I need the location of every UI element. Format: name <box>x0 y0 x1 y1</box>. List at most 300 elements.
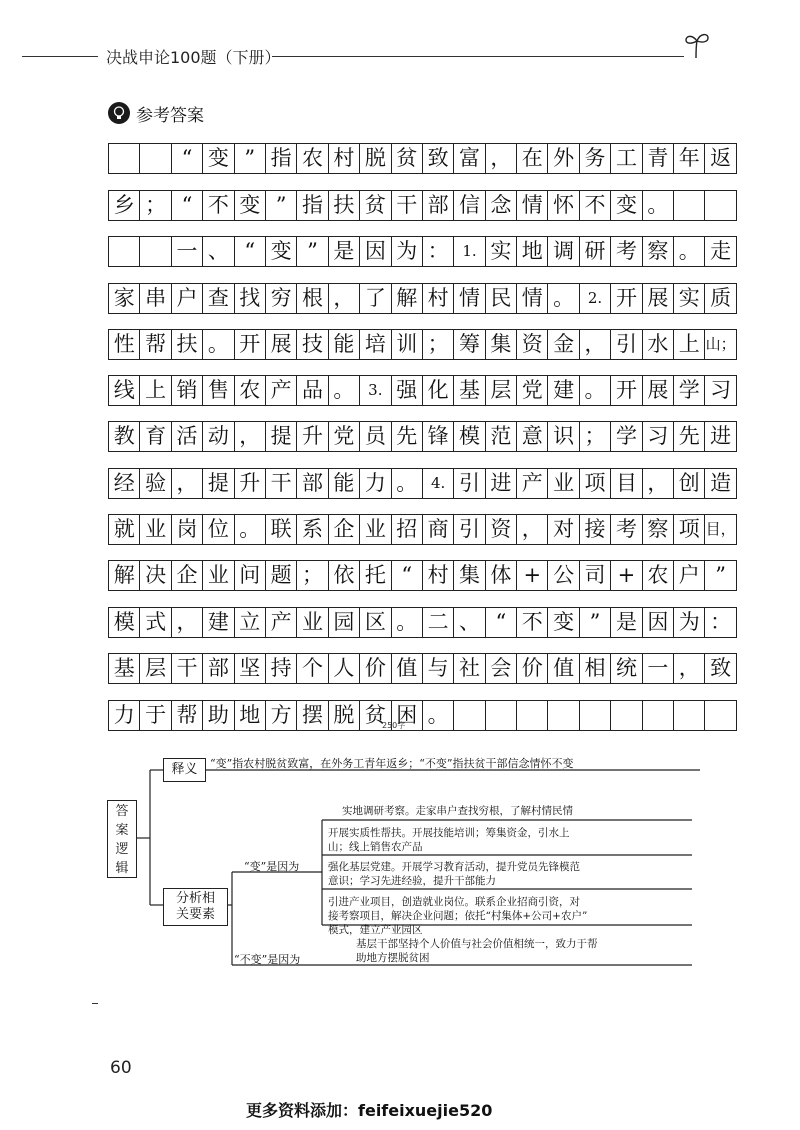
grid-cell: 系 <box>296 514 328 545</box>
grid-cell: 进 <box>485 468 517 499</box>
grid-cell: 问 <box>234 560 266 591</box>
grid-cell: + <box>610 560 642 591</box>
grid-cell: “ <box>391 560 423 591</box>
grid-cell: 教 <box>108 421 140 452</box>
book-title: 决战申论100题（下册） <box>106 48 281 67</box>
grid-cell: 因 <box>642 607 674 638</box>
grid-cell: 能 <box>328 468 360 499</box>
leaf-line: 强化基层党建。开展学习教育活动，提升党员先锋模范 <box>328 861 580 873</box>
grid-cell: 式 <box>139 607 171 638</box>
grid-cell: 值 <box>391 653 423 684</box>
grid-cell: 值 <box>547 653 579 684</box>
grid-cell: 变 <box>234 190 266 221</box>
grid-cell: 企 <box>328 514 360 545</box>
grid-cell: 集 <box>453 560 485 591</box>
grid-cell: 方 <box>265 700 297 731</box>
change-item-3 <box>328 860 580 888</box>
leaf-line: 基层干部坚持个人价值与社会价值相统一，致力于帮 <box>356 938 598 950</box>
grid-row <box>108 421 736 452</box>
grid-cell: 验 <box>139 468 171 499</box>
grid-cell: 动 <box>202 421 234 452</box>
grid-cell: 就 <box>108 514 140 545</box>
sprout-icon <box>684 30 710 60</box>
grid-row <box>108 375 736 406</box>
grid-cell: 。 <box>391 468 423 499</box>
grid-cell: 1. <box>453 236 485 267</box>
header-rule-left <box>22 56 98 57</box>
grid-cell: 升 <box>296 421 328 452</box>
grid-cell: 。 <box>202 329 234 360</box>
grid-cell: 业 <box>139 514 171 545</box>
grid-cell: 脱 <box>328 700 360 731</box>
grid-cell: 。 <box>673 236 705 267</box>
grid-cell: 根 <box>296 283 328 314</box>
grid-cell <box>673 190 705 221</box>
grid-cell: 务 <box>579 143 611 174</box>
grid-cell: 育 <box>139 421 171 452</box>
word-count: 250字 <box>382 721 406 730</box>
grid-cell: ， <box>642 468 674 499</box>
root-char: 辑 <box>115 861 129 876</box>
grid-cell: 实 <box>673 283 705 314</box>
grid-row <box>108 607 736 638</box>
grid-cell: 先 <box>391 421 423 452</box>
grid-cell: 开 <box>610 375 642 406</box>
grid-cell: 模 <box>453 421 485 452</box>
grid-cell: 户 <box>673 560 705 591</box>
grid-cell: 、 <box>202 236 234 267</box>
change-label: “变”是因为 <box>244 860 300 873</box>
grid-cell: 2. <box>579 283 611 314</box>
grid-cell: “ <box>485 607 517 638</box>
grid-cell: 业 <box>547 468 579 499</box>
grid-cell: 外 <box>547 143 579 174</box>
grid-cell: 乡 <box>108 190 140 221</box>
grid-cell: 展 <box>642 283 674 314</box>
grid-cell: 会 <box>485 653 517 684</box>
grid-cell: 部 <box>422 190 454 221</box>
grid-cell: 串 <box>139 283 171 314</box>
grid-cell: 进 <box>704 421 736 452</box>
grid-cell: 不 <box>579 190 611 221</box>
grid-cell: ” <box>579 607 611 638</box>
grid-cell: 干 <box>171 653 203 684</box>
grid-cell: 解 <box>108 560 140 591</box>
grid-cell: 销 <box>171 375 203 406</box>
footer-note: 更多资料添加：feifeixuejie520 <box>246 1101 493 1120</box>
root-char: 逻 <box>115 842 129 857</box>
grid-cell: 体 <box>485 560 517 591</box>
grid-cell: 强 <box>391 375 423 406</box>
grid-cell: 察 <box>642 236 674 267</box>
grid-cell: 决 <box>139 560 171 591</box>
grid-cell: 品 <box>296 375 328 406</box>
grid-cell: 性 <box>108 329 140 360</box>
grid-cell: 变 <box>610 190 642 221</box>
grid-cell: 指 <box>296 190 328 221</box>
grid-cell: 区 <box>359 607 391 638</box>
grid-cell: 招 <box>391 514 423 545</box>
grid-cell: 业 <box>359 514 391 545</box>
grid-cell: 升 <box>234 468 266 499</box>
bulb-icon <box>108 102 130 124</box>
grid-cell: 产 <box>516 468 548 499</box>
node-analysis-label: 分析相 <box>175 891 215 906</box>
grid-cell: 因 <box>359 236 391 267</box>
grid-cell: 。 <box>547 283 579 314</box>
grid-cell: 企 <box>171 560 203 591</box>
grid-cell: 活 <box>171 421 203 452</box>
grid-cell: 目， <box>704 514 736 545</box>
grid-cell: 为 <box>673 607 705 638</box>
leaf-line: 山；线上销售农产品 <box>328 841 423 853</box>
grid-cell: ： <box>704 607 736 638</box>
grid-cell <box>139 143 171 174</box>
grid-cell <box>579 700 611 731</box>
grid-cell: 集 <box>485 329 517 360</box>
grid-cell: 。 <box>579 375 611 406</box>
leaf-line: 模式，建立产业园区 <box>328 924 423 936</box>
grid-cell: 化 <box>422 375 454 406</box>
grid-cell: 怀 <box>547 190 579 221</box>
explain-text: “变”指农村脱贫致富，在外务工青年返乡；“不变”指扶贫干部信念情怀不变 <box>210 757 574 770</box>
grid-cell: 干 <box>265 468 297 499</box>
grid-cell: 创 <box>673 468 705 499</box>
grid-cell: 项 <box>579 468 611 499</box>
grid-cell: 托 <box>359 560 391 591</box>
grid-cell: ” <box>265 190 297 221</box>
grid-cell: ” <box>296 236 328 267</box>
grid-cell: 产 <box>265 607 297 638</box>
grid-cell: ， <box>171 607 203 638</box>
grid-cell: 地 <box>516 236 548 267</box>
grid-cell: 展 <box>265 329 297 360</box>
grid-row <box>108 560 736 591</box>
mindmap-root <box>107 800 137 878</box>
node-analysis-label: 关要素 <box>175 907 215 922</box>
grid-cell: 。 <box>422 700 454 731</box>
grid-cell: 村 <box>422 283 454 314</box>
grid-cell: 。 <box>642 190 674 221</box>
grid-cell: 造 <box>704 468 736 499</box>
grid-cell: 走 <box>704 236 736 267</box>
grid-cell: 。 <box>391 607 423 638</box>
grid-cell: 帮 <box>171 700 203 731</box>
grid-cell: 力 <box>108 700 140 731</box>
grid-row <box>108 468 736 499</box>
grid-cell: 范 <box>485 421 517 452</box>
grid-cell: 指 <box>265 143 297 174</box>
grid-cell: 致 <box>704 653 736 684</box>
grid-cell: ， <box>328 283 360 314</box>
change-item-2 <box>328 826 570 854</box>
grid-cell: 干 <box>391 190 423 221</box>
grid-cell: 与 <box>422 653 454 684</box>
grid-cell: 山； <box>704 329 736 360</box>
grid-cell: 变 <box>265 236 297 267</box>
grid-cell <box>108 143 140 174</box>
grid-cell: 联 <box>265 514 297 545</box>
grid-cell: 线 <box>108 375 140 406</box>
leaf-line: 引进产业项目，创造就业岗位。联系企业招商引资，对 <box>328 896 580 908</box>
grid-cell: 层 <box>139 653 171 684</box>
grid-cell: 4. <box>422 468 454 499</box>
node-explain <box>163 758 206 782</box>
grid-cell: 展 <box>642 375 674 406</box>
grid-cell: ” <box>234 143 266 174</box>
grid-cell: 考 <box>610 236 642 267</box>
grid-cell: 层 <box>485 375 517 406</box>
grid-cell: 实 <box>485 236 517 267</box>
grid-cell: 党 <box>328 421 360 452</box>
page-number: 60 <box>110 1058 132 1078</box>
grid-cell: 在 <box>516 143 548 174</box>
grid-cell: 学 <box>673 375 705 406</box>
grid-cell: 开 <box>610 283 642 314</box>
grid-cell: 资 <box>516 329 548 360</box>
grid-cell <box>704 190 736 221</box>
grid-cell: 考 <box>610 514 642 545</box>
grid-cell: 二 <box>422 607 454 638</box>
grid-cell: 变 <box>202 143 234 174</box>
grid-cell: 提 <box>202 468 234 499</box>
grid-cell: 情 <box>453 283 485 314</box>
grid-cell: 习 <box>704 375 736 406</box>
leaf-line: 开展实质性帮扶。开展技能培训；筹集资金，引水上 <box>328 827 570 839</box>
grid-cell <box>139 236 171 267</box>
grid-cell: ； <box>296 560 328 591</box>
grid-cell: 目 <box>610 468 642 499</box>
grid-cell: 经 <box>108 468 140 499</box>
grid-cell: 情 <box>516 283 548 314</box>
grid-cell: 返 <box>704 143 736 174</box>
grid-cell: 村 <box>328 143 360 174</box>
grid-cell: 质 <box>704 283 736 314</box>
grid-cell: 民 <box>485 283 517 314</box>
root-char: 案 <box>115 823 129 838</box>
grid-cell: 能 <box>328 329 360 360</box>
grid-cell: ， <box>485 143 517 174</box>
grid-cell: 农 <box>642 560 674 591</box>
grid-cell: 贫 <box>359 700 391 731</box>
grid-cell: 训 <box>391 329 423 360</box>
grid-cell: 引 <box>610 329 642 360</box>
grid-cell: 项 <box>673 514 705 545</box>
grid-cell: 一 <box>171 236 203 267</box>
grid-cell: 不 <box>202 190 234 221</box>
grid-cell: 不 <box>516 607 548 638</box>
grid-cell: 农 <box>234 375 266 406</box>
grid-row <box>108 514 736 545</box>
grid-cell: 村 <box>422 560 454 591</box>
grid-cell: “ <box>171 190 203 221</box>
grid-cell: 上 <box>673 329 705 360</box>
change-item-4 <box>328 895 587 937</box>
grid-row <box>108 283 736 314</box>
nochange-item <box>356 937 598 965</box>
grid-row <box>108 653 736 684</box>
grid-row <box>108 143 736 174</box>
grid-cell: ， <box>234 421 266 452</box>
grid-cell: 依 <box>328 560 360 591</box>
grid-row <box>108 700 736 731</box>
grid-cell: 先 <box>673 421 705 452</box>
grid-cell: 部 <box>202 653 234 684</box>
grid-cell: 意 <box>516 421 548 452</box>
grid-cell: 扶 <box>171 329 203 360</box>
grid-cell: 立 <box>234 607 266 638</box>
grid-cell: 是 <box>328 236 360 267</box>
grid-cell <box>453 700 485 731</box>
grid-cell: 开 <box>234 329 266 360</box>
grid-cell <box>673 700 705 731</box>
grid-cell: “ <box>234 236 266 267</box>
grid-cell: 价 <box>359 653 391 684</box>
grid-cell: 位 <box>202 514 234 545</box>
grid-cell: 提 <box>265 421 297 452</box>
leaf-line: 接考察项目，解决企业问题；依托“村集体+公司+农户” <box>328 910 588 922</box>
grid-cell: 帮 <box>139 329 171 360</box>
node-analysis <box>163 888 228 926</box>
grid-cell: 价 <box>516 653 548 684</box>
grid-cell: 社 <box>453 653 485 684</box>
grid-cell: ： <box>422 236 454 267</box>
grid-cell: 是 <box>610 607 642 638</box>
root-char: 答 <box>115 804 129 819</box>
grid-cell: ， <box>579 329 611 360</box>
grid-cell: ； <box>579 421 611 452</box>
grid-cell: 察 <box>642 514 674 545</box>
grid-cell: 个 <box>296 653 328 684</box>
grid-cell: 业 <box>202 560 234 591</box>
grid-cell: ， <box>171 468 203 499</box>
grid-cell: 3. <box>359 375 391 406</box>
grid-cell: 一 <box>642 653 674 684</box>
grid-cell: 户 <box>171 283 203 314</box>
grid-cell: 持 <box>265 653 297 684</box>
grid-cell: 学 <box>610 421 642 452</box>
grid-cell <box>610 700 642 731</box>
grid-cell: 业 <box>296 607 328 638</box>
grid-cell: 农 <box>296 143 328 174</box>
grid-cell: 扶 <box>328 190 360 221</box>
grid-cell: 基 <box>453 375 485 406</box>
grid-cell: 题 <box>265 560 297 591</box>
grid-row <box>108 190 736 221</box>
grid-cell: 基 <box>108 653 140 684</box>
grid-cell: 富 <box>453 143 485 174</box>
grid-cell: 技 <box>296 329 328 360</box>
grid-cell: 商 <box>422 514 454 545</box>
grid-cell: 调 <box>547 236 579 267</box>
change-item-1 <box>342 804 573 818</box>
grid-cell: + <box>516 560 548 591</box>
grid-cell: 统 <box>610 653 642 684</box>
leaf-line: 助地方摆脱贫困 <box>356 952 430 964</box>
grid-cell: 售 <box>202 375 234 406</box>
grid-cell: ； <box>139 190 171 221</box>
grid-cell <box>108 236 140 267</box>
grid-cell: 筹 <box>453 329 485 360</box>
grid-cell: 困 <box>391 700 423 731</box>
grid-cell: 锋 <box>422 421 454 452</box>
grid-cell: 了 <box>359 283 391 314</box>
grid-cell <box>485 700 517 731</box>
grid-cell <box>547 700 579 731</box>
grid-cell: ” <box>704 560 736 591</box>
grid-row <box>108 329 736 360</box>
grid-cell: 引 <box>453 468 485 499</box>
header-rule-right <box>272 56 684 57</box>
grid-cell <box>642 700 674 731</box>
grid-cell: 念 <box>485 190 517 221</box>
grid-cell: 公 <box>547 560 579 591</box>
grid-cell: 园 <box>328 607 360 638</box>
grid-cell: 模 <box>108 607 140 638</box>
grid-cell: 坚 <box>234 653 266 684</box>
grid-cell: 培 <box>359 329 391 360</box>
grid-cell: 金 <box>547 329 579 360</box>
grid-cell: 于 <box>139 700 171 731</box>
grid-cell: 情 <box>516 190 548 221</box>
grid-cell: 致 <box>422 143 454 174</box>
grid-cell: 研 <box>579 236 611 267</box>
grid-cell: 贫 <box>391 143 423 174</box>
leaf-line: 实地调研考察。走家串户查找穷根，了解村情民情 <box>342 805 573 817</box>
grid-cell: 资 <box>485 514 517 545</box>
grid-cell: 解 <box>391 283 423 314</box>
grid-cell: 地 <box>234 700 266 731</box>
grid-cell: “ <box>171 143 203 174</box>
grid-cell: 。 <box>328 375 360 406</box>
margin-dash <box>92 1003 98 1004</box>
grid-cell: 员 <box>359 421 391 452</box>
grid-cell: 穷 <box>265 283 297 314</box>
grid-row <box>108 236 736 267</box>
grid-cell: 人 <box>328 653 360 684</box>
grid-cell: 水 <box>642 329 674 360</box>
grid-cell: 接 <box>579 514 611 545</box>
grid-cell: 对 <box>547 514 579 545</box>
grid-cell: 工 <box>610 143 642 174</box>
grid-cell: 脱 <box>359 143 391 174</box>
grid-cell <box>516 700 548 731</box>
grid-cell: 力 <box>359 468 391 499</box>
grid-cell: 建 <box>547 375 579 406</box>
grid-cell: 摆 <box>296 700 328 731</box>
grid-cell: 青 <box>642 143 674 174</box>
grid-cell: 、 <box>453 607 485 638</box>
grid-cell: ， <box>673 653 705 684</box>
grid-cell: 相 <box>579 653 611 684</box>
grid-cell: 岗 <box>171 514 203 545</box>
grid-cell: 建 <box>202 607 234 638</box>
grid-cell: 部 <box>296 468 328 499</box>
grid-cell: 为 <box>391 236 423 267</box>
nochange-label: “不变”是因为 <box>234 953 301 966</box>
grid-cell: 。 <box>234 514 266 545</box>
leaf-line: 意识；学习先进经验，提升干部能力 <box>328 875 496 887</box>
grid-cell: ， <box>516 514 548 545</box>
grid-cell <box>704 700 736 731</box>
node-explain-label: 释义 <box>171 762 198 777</box>
grid-cell: 识 <box>547 421 579 452</box>
grid-cell: 查 <box>202 283 234 314</box>
grid-cell: 家 <box>108 283 140 314</box>
grid-cell: 年 <box>673 143 705 174</box>
grid-cell: 党 <box>516 375 548 406</box>
grid-cell: 引 <box>453 514 485 545</box>
